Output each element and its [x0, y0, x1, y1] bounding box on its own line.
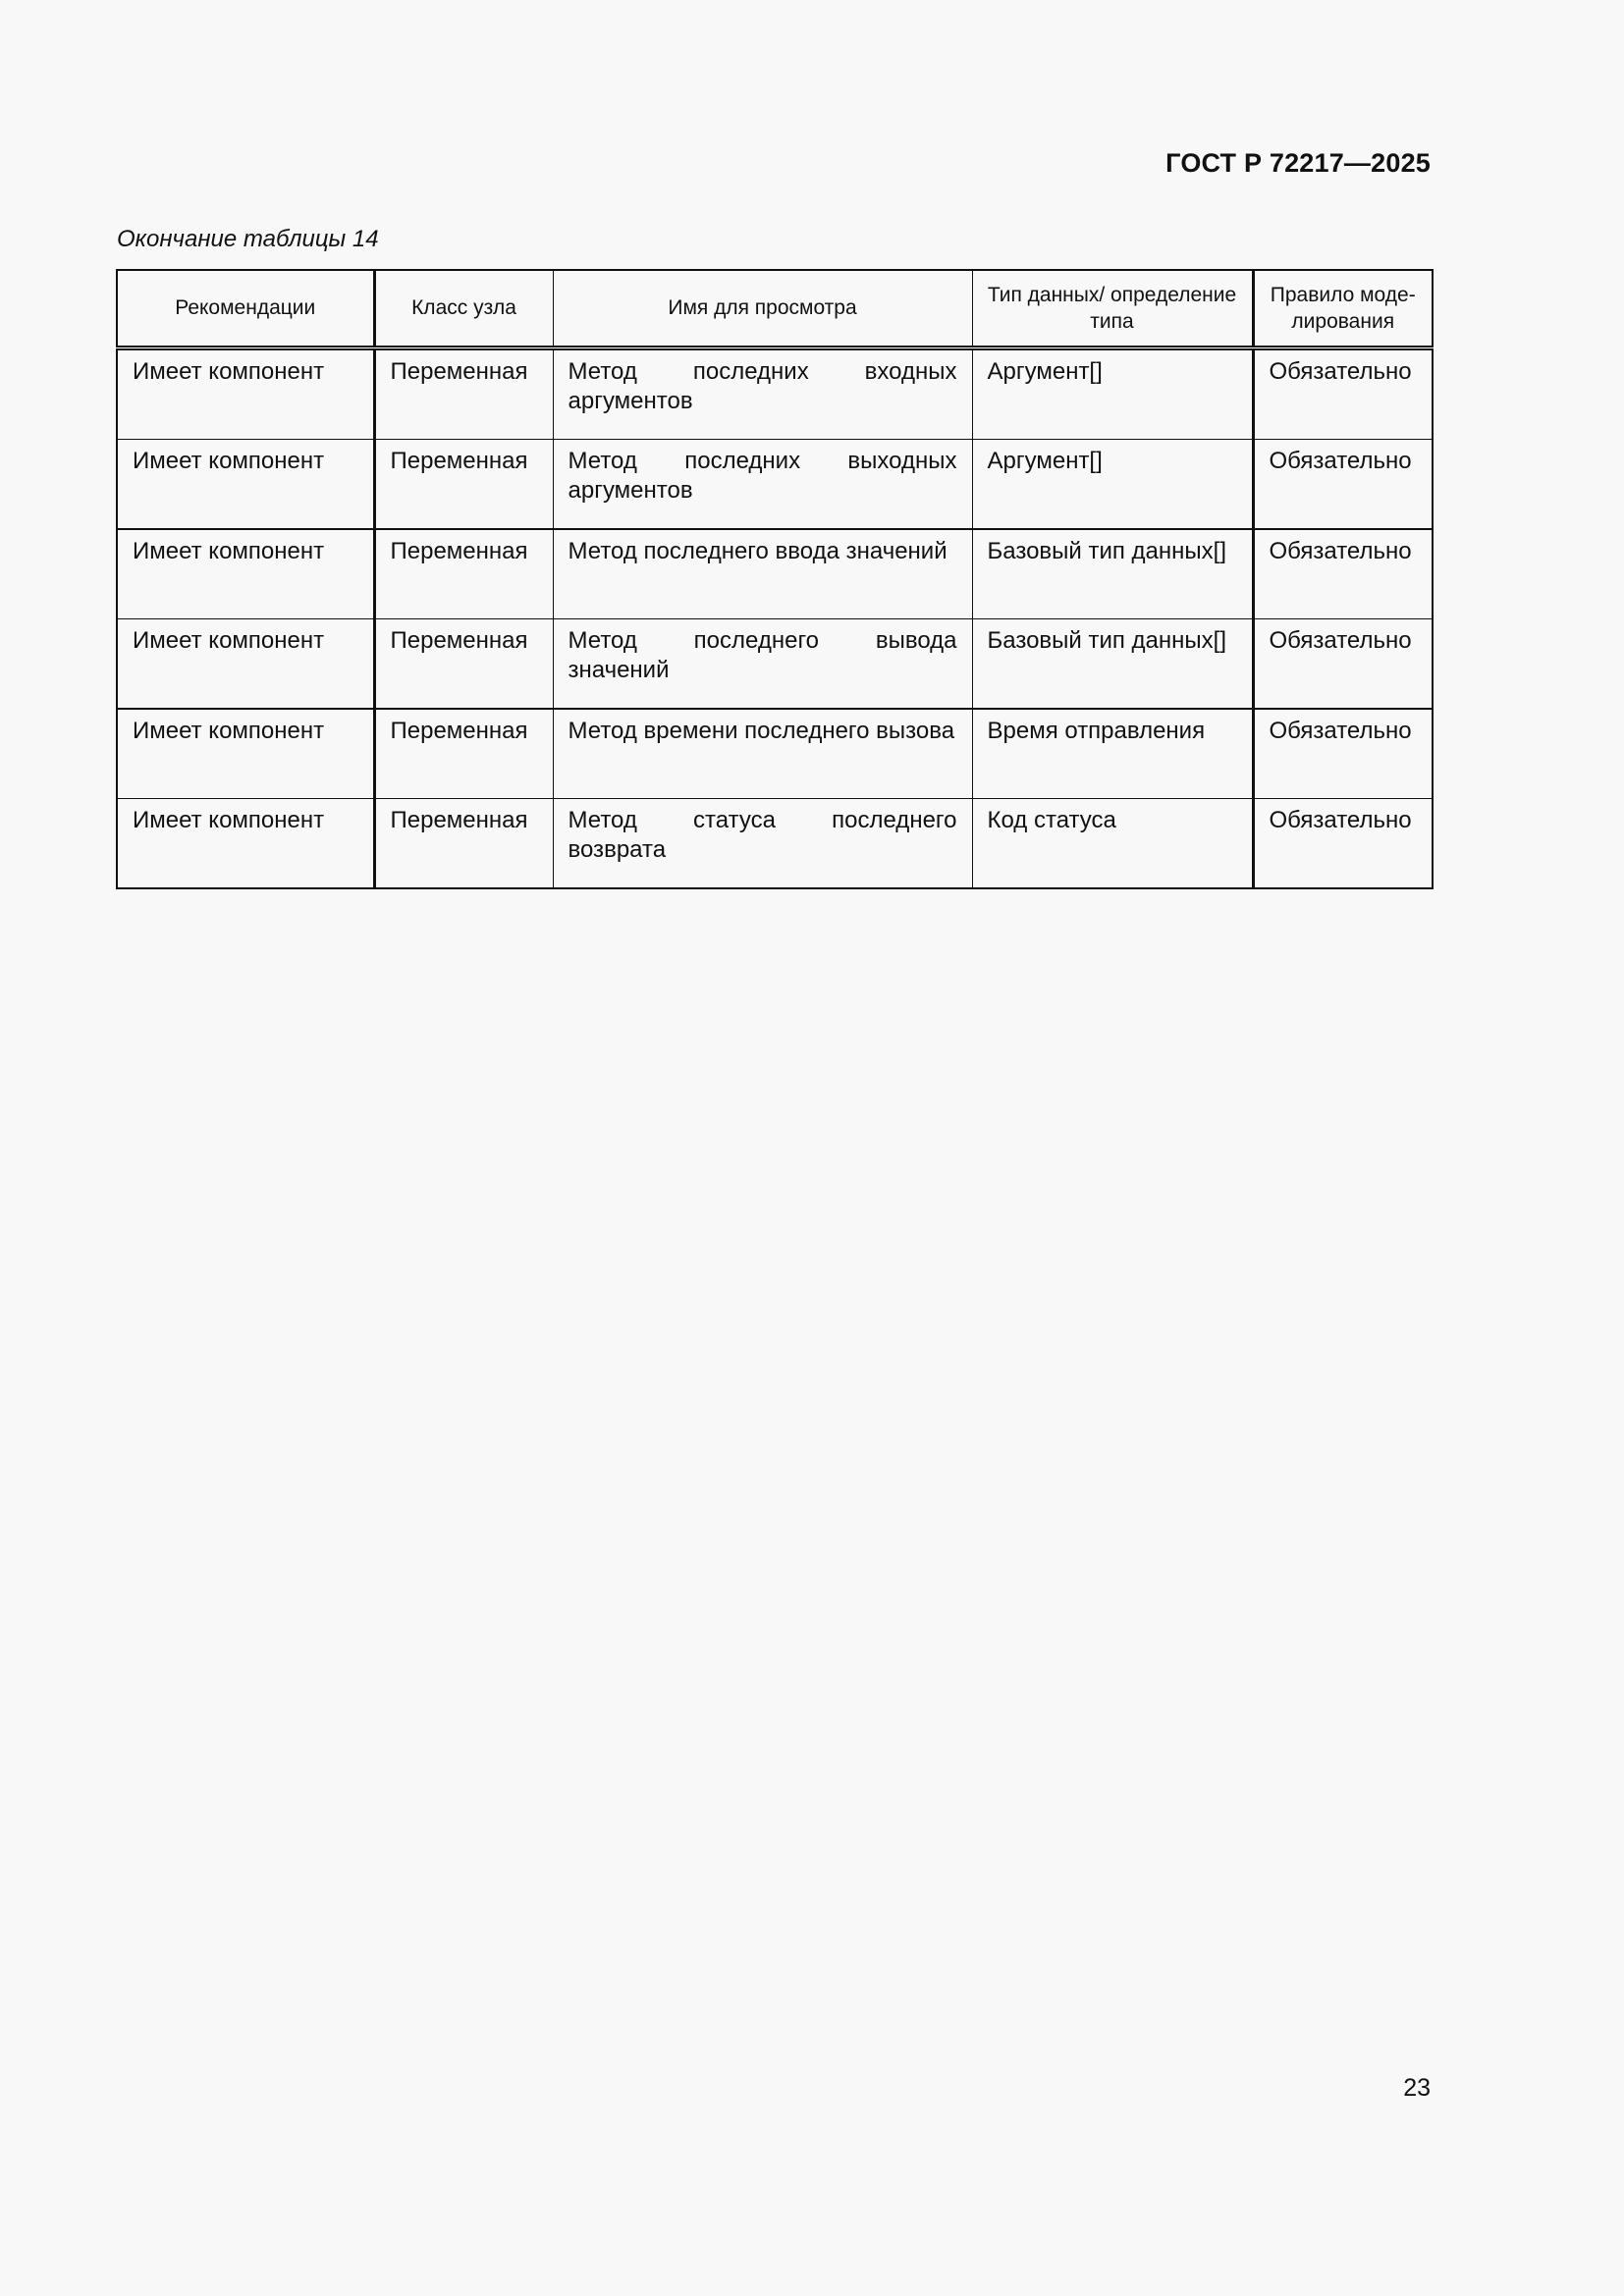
cell-data-type: Аргумент[]: [972, 440, 1253, 530]
cell-modelling-rule: Обязательно: [1253, 799, 1433, 889]
cell-display-name: Метод последних выходных аргументов: [553, 440, 972, 530]
cell-recommendation: Имеет компонент: [117, 440, 374, 530]
cell-display-name: Метод последнего ввода значений: [553, 529, 972, 619]
cell-display-name: Метод времени последнего вызова: [553, 709, 972, 799]
table-header: [117, 270, 1433, 348]
cell-node-class: Переменная: [374, 440, 553, 530]
cell-display-name: Метод статуса последнего возврата: [553, 799, 972, 889]
cell-node-class: Переменная: [374, 619, 553, 710]
table-row: [117, 440, 1433, 530]
table-header-row: [117, 270, 1433, 348]
cell-node-class: Переменная: [374, 799, 553, 889]
column-header-modelling-rule: Правило моде- лирования: [1253, 270, 1433, 348]
data-table: [116, 269, 1434, 889]
cell-node-class: Переменная: [374, 709, 553, 799]
cell-node-class: Переменная: [374, 529, 553, 619]
page-number: 23: [1403, 2074, 1431, 2102]
cell-modelling-rule: Обязательно: [1253, 348, 1433, 440]
cell-recommendation: Имеет компонент: [117, 348, 374, 440]
cell-modelling-rule: Обязательно: [1253, 619, 1433, 710]
cell-recommendation: Имеет компонент: [117, 799, 374, 889]
cell-node-class: Переменная: [374, 348, 553, 440]
cell-recommendation: Имеет компонент: [117, 709, 374, 799]
table-body: [117, 348, 1433, 889]
table-row: [117, 619, 1433, 710]
cell-modelling-rule: Обязательно: [1253, 709, 1433, 799]
cell-modelling-rule: Обязательно: [1253, 440, 1433, 530]
column-header-recommendations: Рекомендации: [117, 270, 374, 348]
document-header-code: ГОСТ Р 72217—2025: [1165, 148, 1431, 178]
cell-recommendation: Имеет компонент: [117, 529, 374, 619]
cell-data-type: Аргумент[]: [972, 348, 1253, 440]
column-header-node-class: Класс узла: [374, 270, 553, 348]
cell-recommendation: Имеет компонент: [117, 619, 374, 710]
cell-display-name: Метод последнего вывода значений: [553, 619, 972, 710]
table-caption: Окончание таблицы 14: [117, 226, 379, 252]
cell-data-type: Базовый тип данных[]: [972, 529, 1253, 619]
table-row: [117, 348, 1433, 440]
column-header-display-name: Имя для просмотра: [553, 270, 972, 348]
table-row: [117, 709, 1433, 799]
table-row: [117, 799, 1433, 889]
cell-data-type: Базовый тип данных[]: [972, 619, 1253, 710]
cell-data-type: Время отправления: [972, 709, 1253, 799]
column-header-data-type: Тип данных/ определение типа: [972, 270, 1253, 348]
cell-modelling-rule: Обязательно: [1253, 529, 1433, 619]
table-row: [117, 529, 1433, 619]
cell-data-type: Код статуса: [972, 799, 1253, 889]
cell-display-name: Метод последних входных аргументов: [553, 348, 972, 440]
